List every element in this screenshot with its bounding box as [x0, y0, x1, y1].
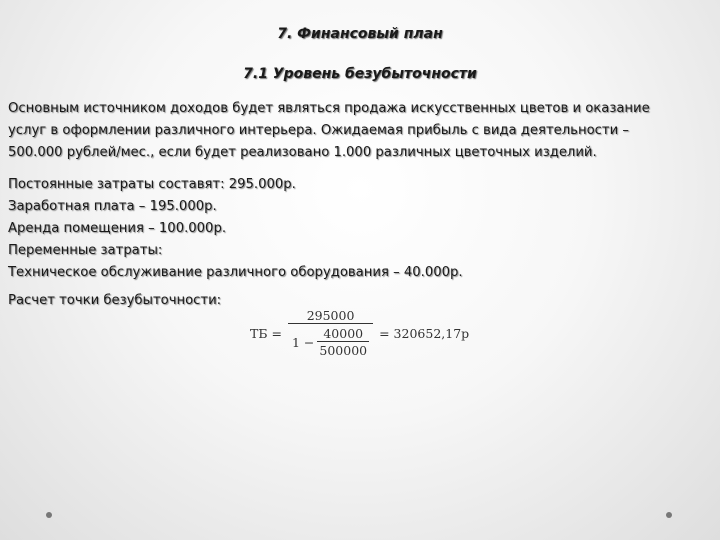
intro-line: Основным источником доходов будет являться продажа искусственных цветов и оказание [8, 101, 650, 116]
inner-numerator: 40000 [323, 326, 364, 341]
breakeven-formula [250, 308, 469, 358]
variable-costs-line: Переменные затраты: [8, 243, 163, 258]
rent-line: Аренда помещения – 100.000р. [8, 221, 227, 236]
intro-paragraph [8, 98, 713, 164]
fraction-numerator: 295000 [306, 308, 355, 323]
intro-line: 500.000 рублей/мес., если будет реализовано 1.000 различных цветочных изделий. [8, 145, 597, 160]
inner-denominator: 500000 [319, 343, 368, 358]
right-dot-icon [666, 512, 672, 518]
maintenance-line: Техническое обслуживание различного оборудования – 40.000р. [8, 265, 463, 280]
inner-fraction [317, 326, 369, 358]
fraction-denominator [288, 323, 373, 358]
main-fraction [288, 308, 373, 358]
page-title: 7. Финансовый план [277, 26, 443, 42]
left-dot-icon [46, 512, 52, 518]
formula-lhs: ТБ = [250, 325, 282, 341]
intro-line: услуг в оформлении различного интерьера. Ожидаемая прибыль с вида деятельности – [8, 123, 629, 138]
fixed-costs-line: Постоянные затраты составят: 295.000р. [8, 177, 296, 192]
section-subtitle: 7.1 Уровень безубыточности [243, 66, 477, 82]
calc-heading: Расчет точки безубыточности: [8, 293, 222, 308]
formula-result: = 320652,17р [379, 325, 470, 341]
salary-line: Заработная плата – 195.000р. [8, 199, 217, 214]
denominator-prefix: 1 − [291, 334, 315, 350]
costs-list [8, 174, 713, 284]
